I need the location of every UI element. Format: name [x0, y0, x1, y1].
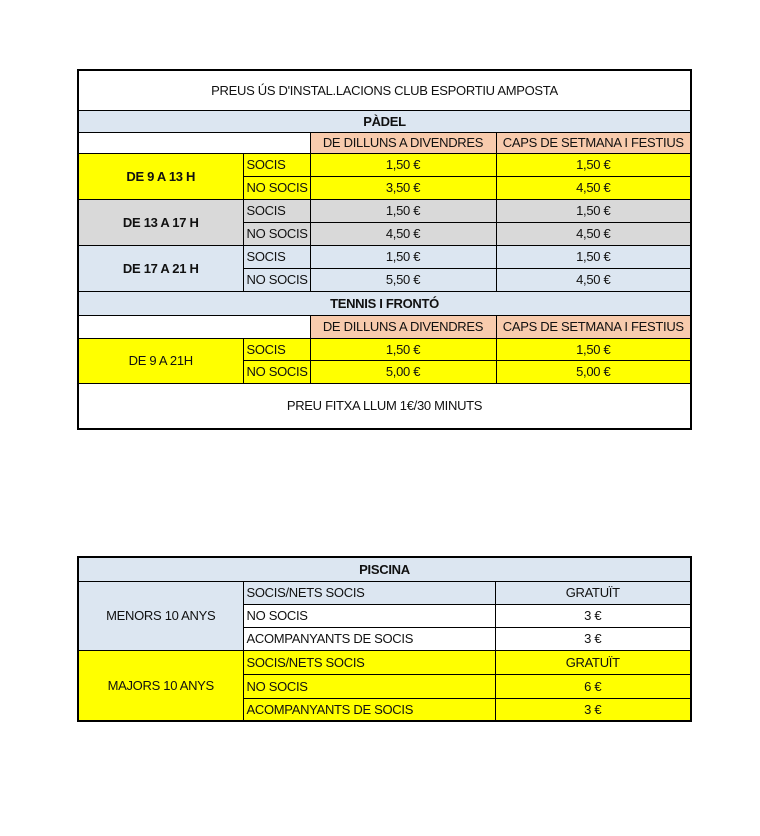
price-table-piscina [77, 556, 692, 722]
member-type: SOCIS/NETS SOCIS [243, 581, 495, 604]
member-type: NO SOCIS [243, 674, 495, 698]
price-weekday: 1,50 € [310, 245, 496, 268]
price-weekday: 1,50 € [310, 338, 496, 360]
price: 3 € [495, 627, 691, 650]
price-weekday: 5,50 € [310, 268, 496, 291]
section-heading-tennis: TENNIS I FRONTÓ [78, 291, 691, 315]
price: GRATUÏT [495, 581, 691, 604]
table-title: PREUS ÚS D'INSTAL.LACIONS CLUB ESPORTIU AMPOSTA [78, 70, 691, 110]
member-type: NO SOCIS [243, 360, 310, 383]
time-slot-label: DE 13 A 17 H [78, 199, 243, 245]
price-weekend: 1,50 € [496, 199, 691, 222]
price-weekday: 1,50 € [310, 199, 496, 222]
member-type: NO SOCIS [243, 176, 310, 199]
price-weekend: 5,00 € [496, 360, 691, 383]
price-weekend: 4,50 € [496, 268, 691, 291]
col-header-weekend: CAPS DE SETMANA I FESTIUS [496, 315, 691, 338]
price: 3 € [495, 698, 691, 721]
price: 3 € [495, 604, 691, 627]
member-type: SOCIS [243, 199, 310, 222]
age-group-label: MAJORS 10 ANYS [78, 650, 243, 721]
price-weekday: 5,00 € [310, 360, 496, 383]
price-weekend: 1,50 € [496, 153, 691, 176]
price-weekend: 4,50 € [496, 222, 691, 245]
time-slot-label: DE 9 A 21H [78, 338, 243, 383]
section-heading-padel: PÀDEL [78, 110, 691, 132]
price: GRATUÏT [495, 650, 691, 674]
price-weekend: 4,50 € [496, 176, 691, 199]
member-type: SOCIS/NETS SOCIS [243, 650, 495, 674]
col-header-weekday: DE DILLUNS A DIVENDRES [310, 315, 496, 338]
price: 6 € [495, 674, 691, 698]
member-type: ACOMPANYANTS DE SOCIS [243, 627, 495, 650]
price-weekend: 1,50 € [496, 338, 691, 360]
member-type: ACOMPANYANTS DE SOCIS [243, 698, 495, 721]
empty-header-cell [78, 132, 310, 153]
col-header-weekday: DE DILLUNS A DIVENDRES [310, 132, 496, 153]
member-type: NO SOCIS [243, 604, 495, 627]
time-slot-label: DE 9 A 13 H [78, 153, 243, 199]
member-type: NO SOCIS [243, 222, 310, 245]
price-weekday: 3,50 € [310, 176, 496, 199]
time-slot-label: DE 17 A 21 H [78, 245, 243, 291]
price-weekday: 1,50 € [310, 153, 496, 176]
light-token-note: PREU FITXA LLUM 1€/30 MINUTS [78, 383, 691, 429]
col-header-weekend: CAPS DE SETMANA I FESTIUS [496, 132, 691, 153]
age-group-label: MENORS 10 ANYS [78, 581, 243, 650]
member-type: SOCIS [243, 153, 310, 176]
member-type: SOCIS [243, 245, 310, 268]
price-table-instalacions [77, 69, 692, 430]
section-heading-piscina: PISCINA [78, 557, 691, 581]
empty-header-cell [78, 315, 310, 338]
price-weekday: 4,50 € [310, 222, 496, 245]
member-type: NO SOCIS [243, 268, 310, 291]
price-weekend: 1,50 € [496, 245, 691, 268]
member-type: SOCIS [243, 338, 310, 360]
